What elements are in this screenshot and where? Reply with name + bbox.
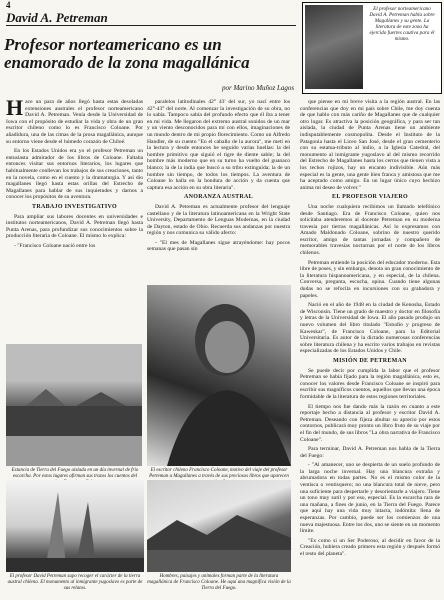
landscape-illustration	[147, 480, 291, 572]
drop-cap: H	[6, 95, 24, 120]
photo-caption: Hombres, paisajes y animales forman parte de la literatura magallánica de Francisco Coloane. He aquí una magnífica visión de la Tierra del Fuego.	[147, 574, 291, 591]
paragraph: - "El mes de Magallanes sigue atrayéndome: hay pocos semanas que pasan sin	[147, 239, 290, 253]
photo-monumento	[6, 480, 144, 572]
photo-estancia	[6, 344, 142, 466]
photo-coloane	[147, 285, 291, 466]
column-3	[300, 99, 440, 561]
estancia-illustration	[6, 344, 142, 466]
paragraph: Se puede decir por cumplida la labor que el profesor Petreman se había fijado para la región magallánica, esto es, conocer los valores desde Francisco Coloane se inspiró para escribir sus magníficos cuentos, aquellos que llevan una época formidable de la literatura de estos regiones territoriales.	[300, 367, 440, 400]
paragraph: Una noche cualquiera recibimos un llamado telefónico desde Santiago. Era de Francisco Coloane, quien nos solicitaba atenderemos al docente Petreman en su moderna travesía por tierras magallánicas. Así lo expresamos con Amado Maldonado Coloane, sobrino de nuestro querido escritor, amigo de tantas jornadas y compañero de memorables travesías nocturnas por el norte de los libros chilenos.	[300, 203, 440, 257]
photo-caption: El profesor David Petreman supo recoger el carácter de la tierra austral chilena. El monumento al inmigrante yugoslavo es parte de sus relatos.	[7, 574, 143, 591]
section-heading: MISIÓN DE PETREMAN	[333, 357, 407, 364]
author-portrait-box	[302, 2, 442, 94]
paragraph: En los Estados Unidos era yo el profesor Petreman un entusiasta admirador de los libros de Coloane. Faltaba entonces visitar sus entornos literarios, los lugares que habitualmente conllevan los trabajos de sus creaciones, tanto en la novela, como en el cuento y la dramaturgia. Y así dio magallanes llegó hasta estas orillas del Estrecho de Magallanes para hablar de sus inquietudes y darnos a conocer los propósitos de su aventura.	[6, 148, 143, 201]
article-title: Profesor norteamericano es un enamorado de la zona magallánica	[4, 35, 250, 72]
page-number: 4	[6, 0, 11, 10]
running-head: David A. Petreman	[6, 10, 108, 25]
paragraph: ace un para de años llegó hasta estas desoladas extensiones australes el profesor norteamericano David A. Petreman. Venía desde la Universidad de Iowa con el propósito de estudiar la vida y obra de un gran escritor chileno como lo es Francisco Coloane. Por añadidura, una de las cimas de la prosa magallánica, aunque su entorno viene desde el húmedo corazón de Chiloé.	[6, 99, 143, 145]
paragraph: - "Francisco Coloane nació entre los	[14, 242, 96, 249]
monument-illustration	[6, 480, 144, 572]
paragraph: Para ampliar sus labores docentes en universidades e institutos norteamericanos, David A. Petreman llegó hasta Punta Arenas, para profundizar sus conocimientos sobre la producción literaria de Coloane. El mismo lo explica:	[6, 213, 143, 240]
paragraph: Petreman entiende la posición del educador moderno. Esta libre de poses, y sin embargo, denota un gran conocimiento de la literatura hispanoamericana, y en especial, de la chilena. Conversa, pregunta, escucha, opina. Cuando tiene algunas dudas no se refocila en incursiones con su grabadora y papeles.	[300, 259, 440, 299]
section-heading: TRABAJO INVESTIGATIVO	[32, 203, 117, 210]
photo-caption: El escritor chileno Francisco Coloane, motivo del viaje del profesor Petreman a Magallanes a través de sus preciosos libros que aparecen	[149, 468, 289, 479]
photo-caption: Estancia de Tierra del Fuego aislada en un día invernal de frío escarcha. Por estos lugares afirman sus trazos los cuentos del	[11, 468, 139, 479]
column-1	[6, 95, 143, 252]
paragraph: que piense en mi breve visita a la región austral. En las conferencias que doy en mi país sobre Chile, me doy cuenta de que hablo con más cariño de Magallanes que de cualquier otro lugar. Es atractiva la posición geográfica, y para ser tan aislada, la ciudad de Punta Arenas tiene un ambiente indisputablemente cosmopolita. Desde el Instituto de la Patagonia hasta el Liceo San José, desde el gran cementerio con su estatua-tributo al indio, a la Iglesia Catedral, del monumento al inmigrante yugoslavo al del mismo recorrido del Estrecho de Magallanes hasta los cerros que tienen vista a los techos rojizos, hay un encanto indivisible. Aún más especial es la gente, una gente bien franca y amistosa que me ha aceptado como amigo. En un lugar único cuyo hechizo anima mi deseo de volver."	[300, 99, 440, 191]
section-heading: EL PROFESOR VIAJERO	[332, 194, 408, 201]
paragraph: - "Al amanecer, uno se despierta de un suelo profundo de la larga noche invernal. Hay una blancura extraña y abrumadora en todas partes. No es el mismo color de la ventisca o ventisquero; no una blancura total de nieve, pero una suficiente para despertarle y desorientarle a viajero. Tiene un tono muy sutil y por eso, especial. Es la escarcha rara de una mañana, a fines de junio, en la Tierra del Fuego. Parece que aquí hay una vida muy intacta, indómita: llena de esperanzas. Por cambio, puede ser los comienzos de una nueva majestuosa. Entre los dos, uno se siente en un momento límite.	[300, 462, 440, 535]
header-rule	[6, 25, 296, 26]
portrait-photo	[305, 5, 363, 89]
paragraph: Para terminar, David A. Petreman nos habla de la Tierra del Fuego:	[300, 446, 440, 459]
paragraph: Nació en el año de 1948 en la ciudad de Kenosha, Estado de Wisconsin. Tiene un grado de maestro y doctor en filosofía y letras de la Universidad de Iowa. El año pasado produjo un nuevo volumen del libro titulado "Estudio y progreso de Kaweskar", de Francisco Coloane, para la Editorial Universitaria. Es autor de la dictado numerosas conferencias sobre literatura chilena y ha escrito varios trabajos en revistas especializadas de los Estados Unidos y Chile.	[300, 302, 440, 355]
article-author: por Marino Muñoz Lagos	[222, 84, 295, 92]
paragraph: paralelos latitudinales 42° 43' del sur, yo nací entre los 42°-43° del norte. Al comenzar la investigación de su obra, no lo sabía. Tampoco sabía del profundo efecto que él iba a tener en mi vida. Me llegaron del extremo austral sonidos de un mar y un viento desconocidos para mí con ellos, imaginaciones de un mundo dentro de mi propio florecimiento. Como un Alfredo Handler, de su cuento "En el caballo de la aurora", me metí en la lectura y desde entonces he seguido varias huellas: la del hombre primitivo que siguió el tigre de diente sable; la del hombre más moderno que en su turno ha vuelto del guanaco blanco; la de la india que buscó a su tribu extinguida; la de un hombre sin tiempo, de todos los tiempos. La aventura de Coloane lo halla en la hondura de acción y da cuenta que captura esa acción en su obra literaria".	[147, 99, 290, 191]
coloane-portrait	[147, 285, 291, 466]
paragraph: David A. Petreman es actualmente profesor del lenguaje castellano y de la literatura latinoamericana en la Wright State University, Departamento de Lenguas Modernas, en la ciudad de Dayton, estado de Ohio. Recuerda sus andanzas por nuestra región y nos comunica su válido afecto:	[147, 203, 290, 237]
column-2	[147, 99, 290, 256]
paragraph: El tiempo nos fue dando más la razón en cuanto a este reportaje hecho a distancia al profesor y escritor David A. Petreman. Deseando con fijeza abultar su aprecio por estos contornos, publicará muy pronto un libro fruto de su viaje por el fin del mundo, de sus libros "La obra narrativa de Francisco Coloane".	[300, 403, 440, 443]
photo-tierra-del-fuego	[147, 480, 291, 572]
paragraph: "Es como si un Ser Poderoso, al decidir en favor de la Creación, hubiera creado primero esta región y después formó el resto del planeta".	[300, 537, 440, 557]
portrait-caption: El profesor norteamericano David A. Petreman habla sobre Magallanes y su gente. La literatura de este zona ha ejercido fuertes cautiva para él mismo.	[369, 6, 435, 42]
section-heading: ANORANZA AUSTRAL	[184, 194, 253, 201]
